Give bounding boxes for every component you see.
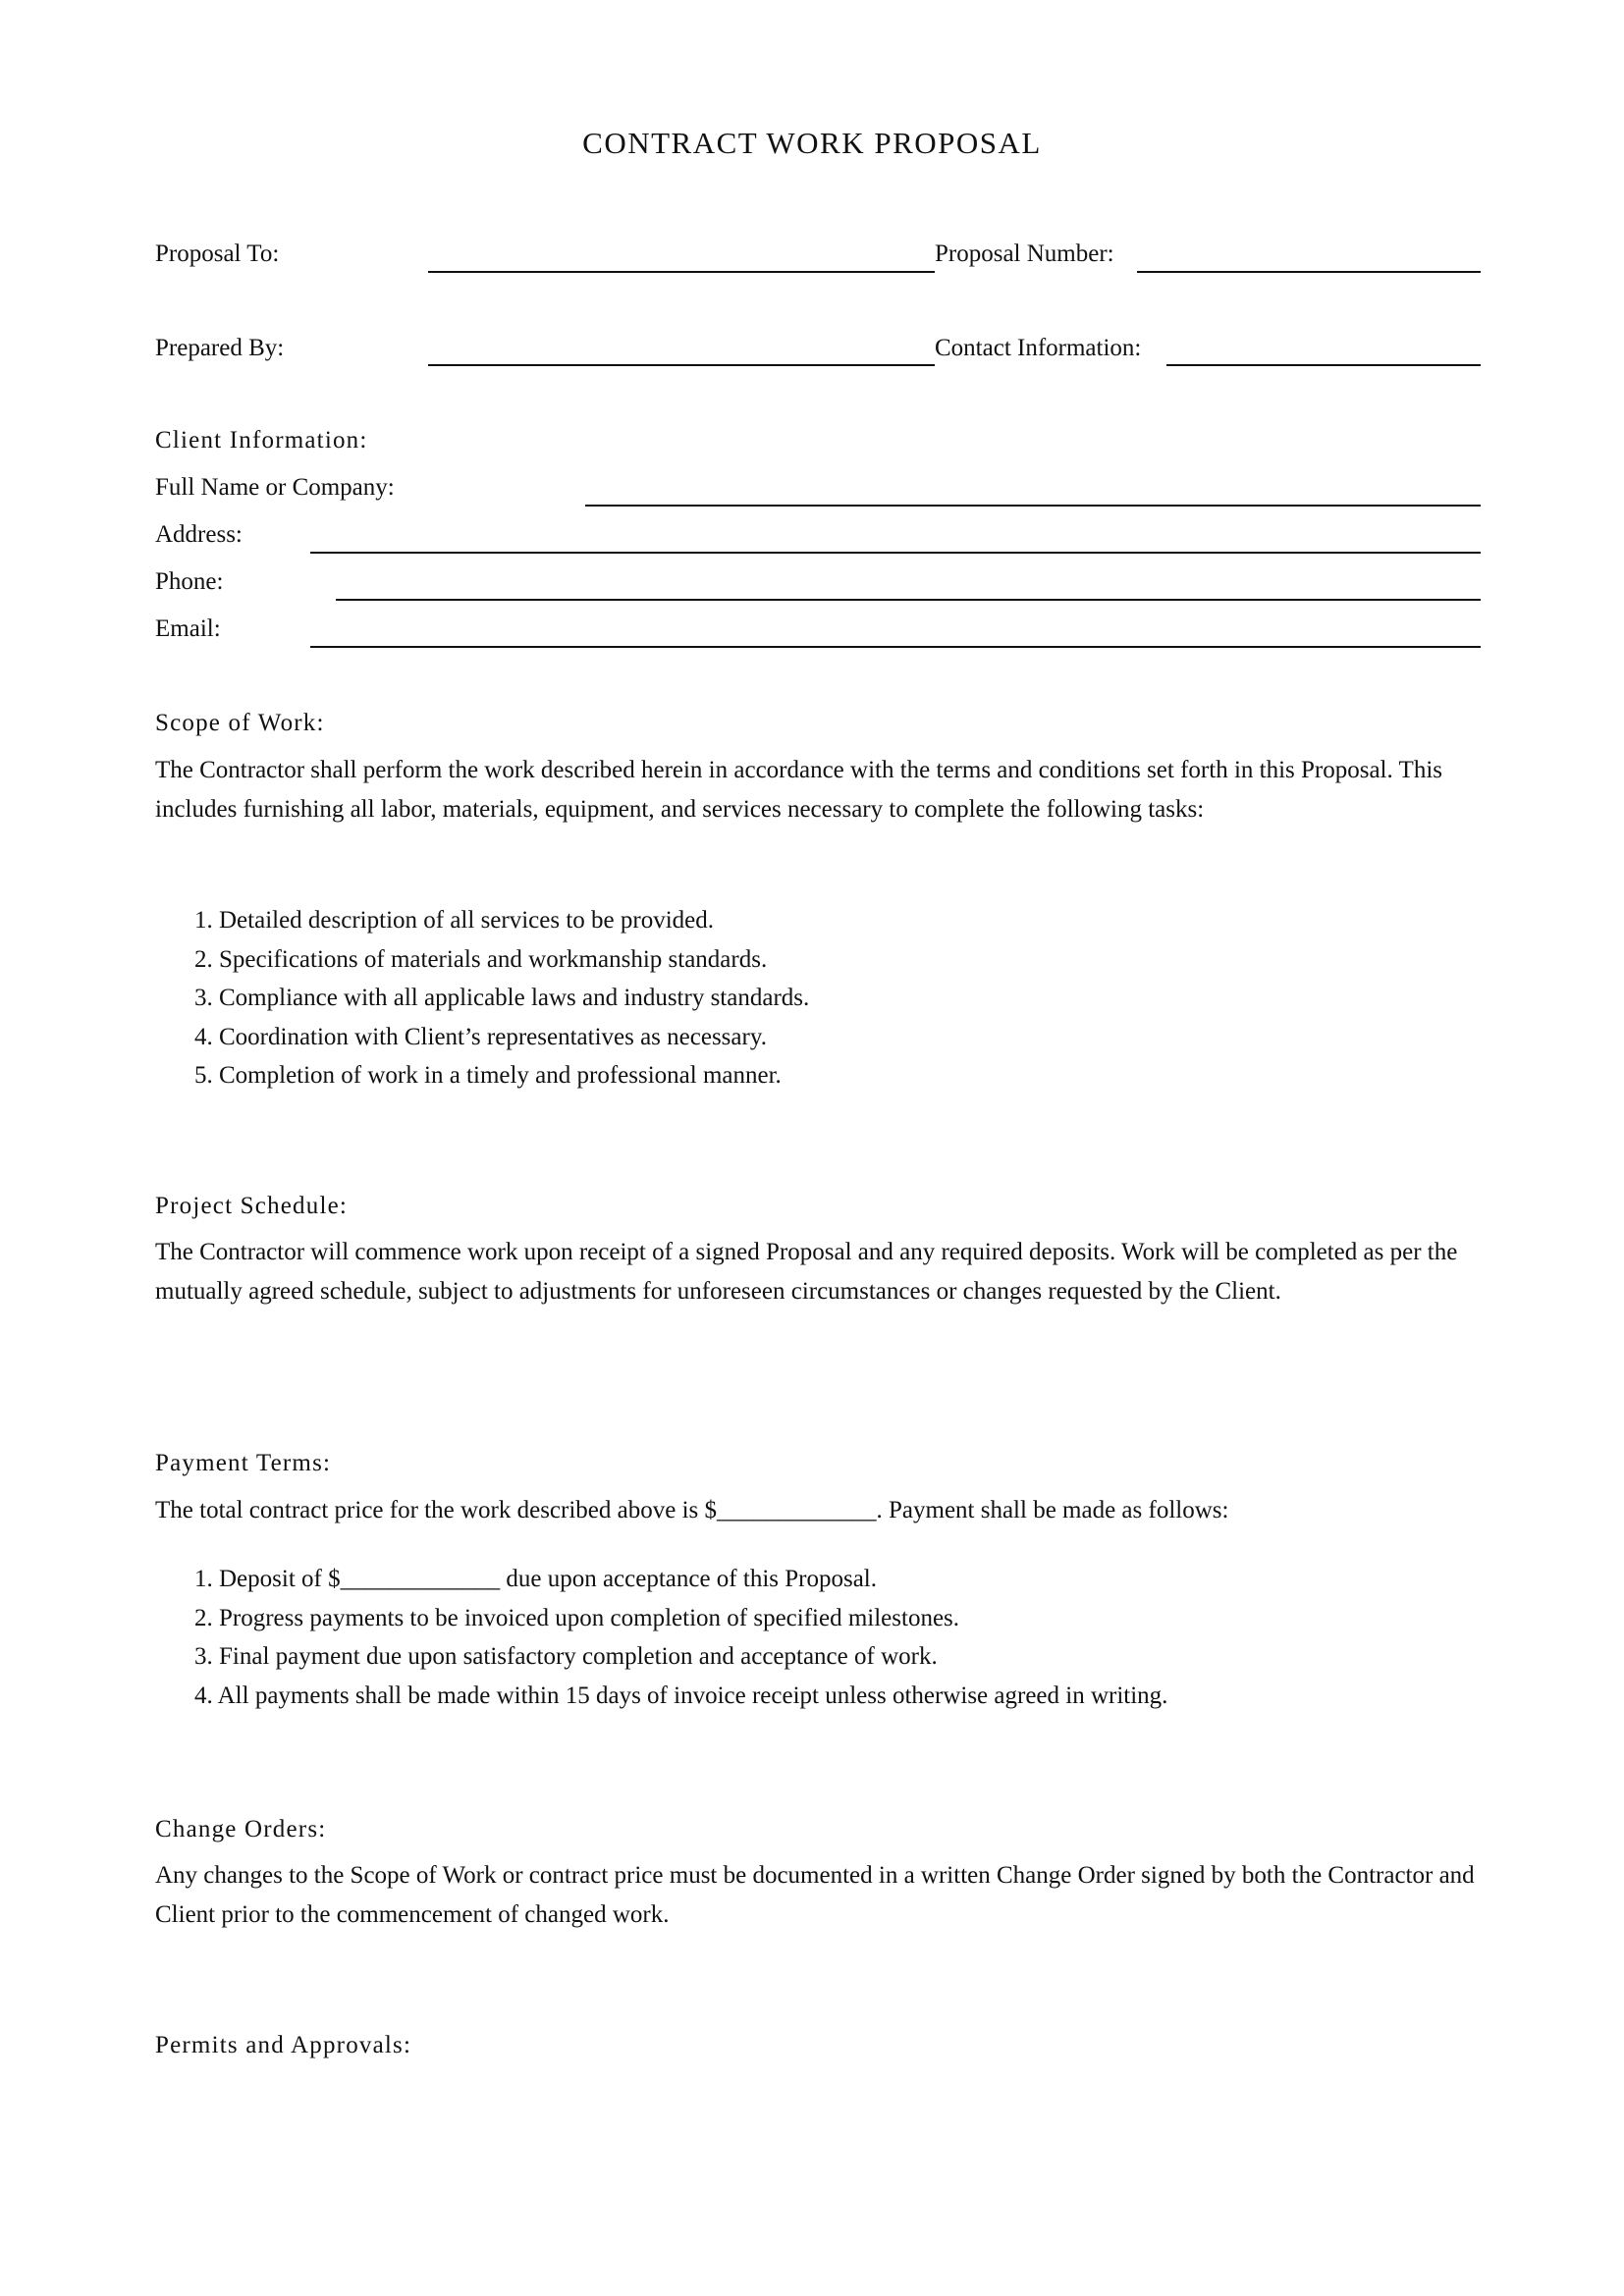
list-item: 4. All payments shall be made within 15 days of invoice receipt unless otherwise agreed in writing. [194, 1682, 1168, 1709]
address-label: Address: [155, 521, 243, 548]
full-name-field[interactable] [585, 505, 1481, 507]
permits-and-approvals-heading: Permits and Approvals: [155, 2032, 412, 2058]
list-item: 3. Final payment due upon satisfactory completion and acceptance of work. [194, 1643, 938, 1670]
payment-terms-list [194, 1560, 1471, 1715]
email-field[interactable] [310, 646, 1481, 648]
project-schedule-paragraph: The Contractor will commence work upon receipt of a signed Proposal and any required deposits. Work will be completed as per the mutually agreed schedule, subject to adjustments for unforeseen circumstances or changes requested by the Client. [155, 1239, 1458, 1305]
project-schedule-heading: Project Schedule: [155, 1193, 349, 1219]
list-item: 1. Deposit of $_____________ due upon acceptance of this Proposal. [194, 1566, 878, 1592]
payment-terms-heading: Payment Terms: [155, 1450, 332, 1476]
payment-terms-paragraph: The total contract price for the work described above is $_____________. Payment shall be made as follows: [155, 1497, 1229, 1523]
list-item: 2. Specifications of materials and workmanship standards. [194, 945, 768, 973]
client-information-heading: Client Information: [155, 427, 368, 454]
full-name-label: Full Name or Company: [155, 474, 395, 501]
contact-information-label: Contact Information: [935, 335, 1142, 361]
change-orders-heading: Change Orders: [155, 1816, 327, 1842]
prepared-by-field[interactable] [428, 364, 935, 366]
list-item: 3. Compliance with all applicable laws and industry standards. [194, 985, 810, 1011]
document-title: CONTRACT WORK PROPOSAL [582, 126, 1042, 160]
prepared-by-label: Prepared By: [155, 335, 285, 361]
scope-of-work-list [194, 901, 1471, 1095]
email-label: Email: [155, 615, 221, 642]
proposal-to-label: Proposal To: [155, 240, 280, 267]
scope-of-work-heading: Scope of Work: [155, 710, 325, 736]
phone-field[interactable] [336, 599, 1481, 601]
proposal-to-field[interactable] [428, 271, 935, 273]
list-item: 1. Detailed description of all services to be provided. [194, 907, 715, 934]
contact-information-field[interactable] [1166, 364, 1481, 366]
list-item: 5. Completion of work in a timely and professional manner. [194, 1062, 782, 1089]
list-item: 4. Coordination with Client’s representatives as necessary. [194, 1023, 767, 1050]
phone-label: Phone: [155, 568, 224, 595]
list-item: 2. Progress payments to be invoiced upon completion of specified milestones. [194, 1604, 960, 1631]
scope-of-work-paragraph: The Contractor shall perform the work described herein in accordance with the terms and conditions set forth in this Proposal. This includes furnishing all labor, materials, equipment, and services necessary to complete the following tasks: [155, 757, 1442, 823]
address-field[interactable] [310, 552, 1481, 554]
change-orders-paragraph: Any changes to the Scope of Work or contract price must be documented in a written Change Order signed by both the Contractor and Client prior to the commencement of changed work. [155, 1862, 1475, 1928]
proposal-number-label: Proposal Number: [935, 240, 1114, 267]
proposal-number-field[interactable] [1137, 271, 1481, 273]
